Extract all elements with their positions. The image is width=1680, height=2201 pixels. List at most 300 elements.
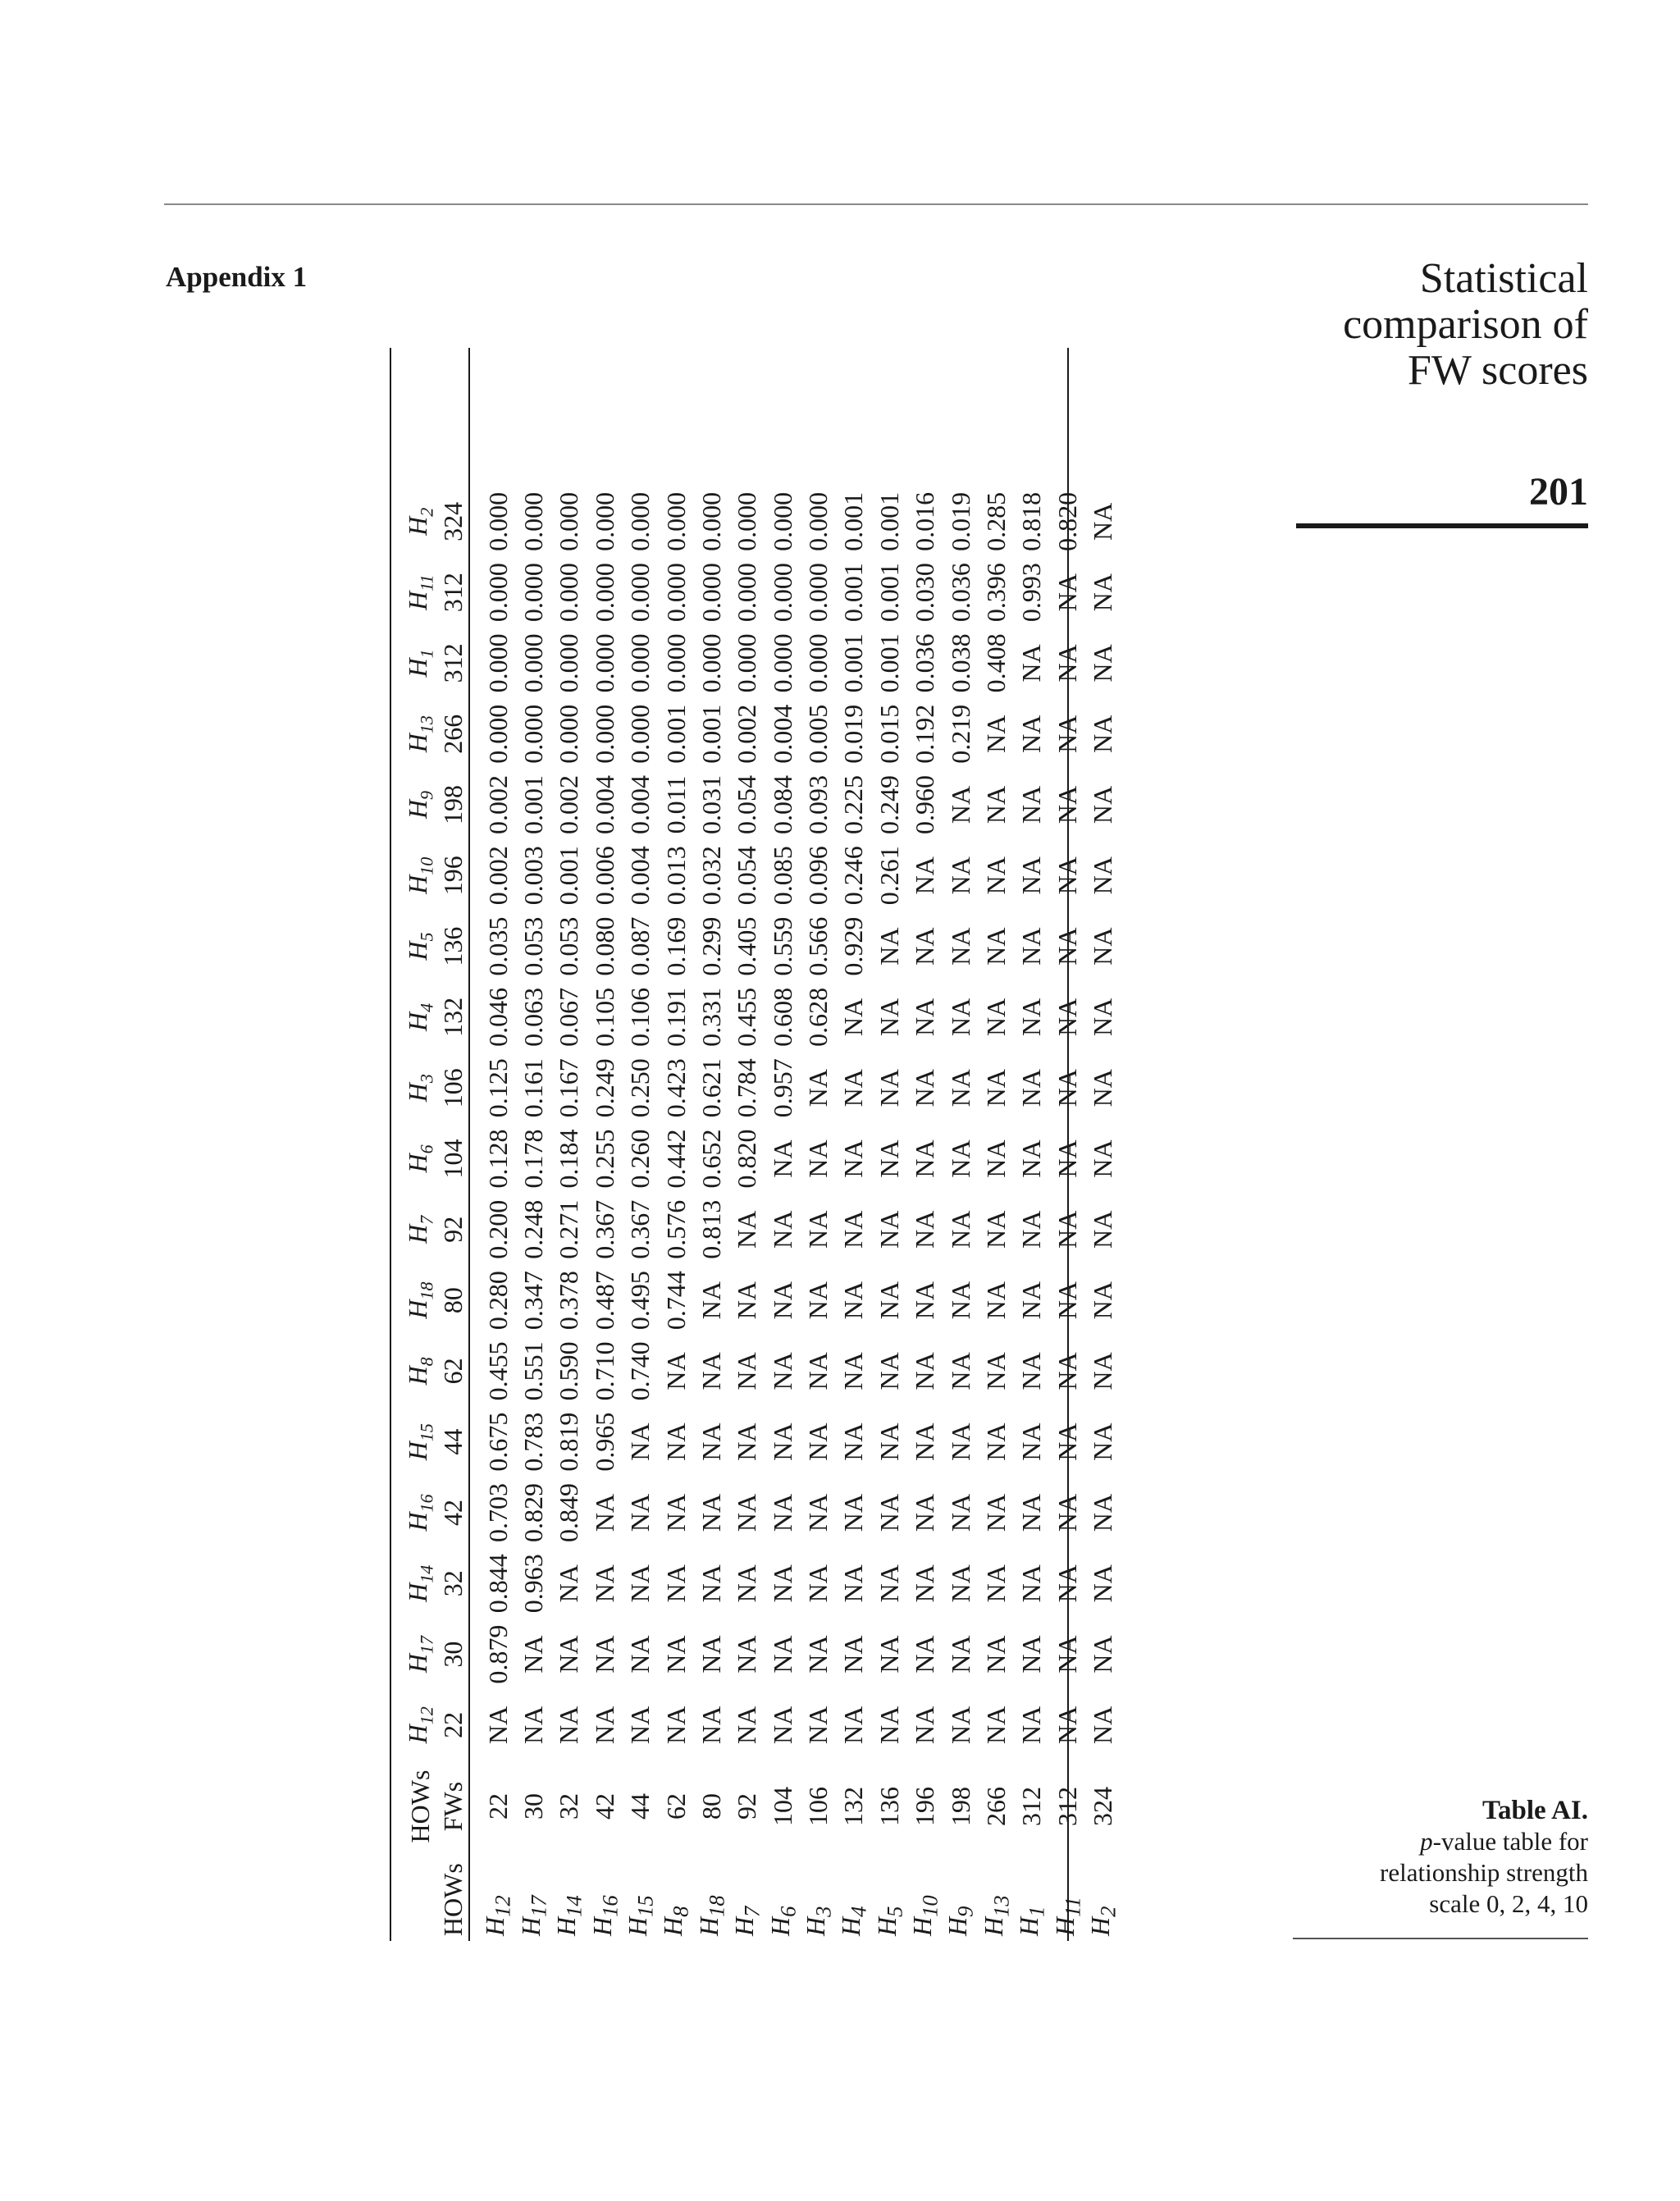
p-value-cell: 0.000 bbox=[589, 563, 619, 623]
p-symbol: p bbox=[1420, 1827, 1433, 1856]
p-value-cell: NA bbox=[803, 1139, 833, 1178]
row-label: $H_{18}$ bbox=[693, 1895, 729, 1936]
p-value-cell: 0.879 bbox=[482, 1624, 513, 1684]
p-value-cell: NA bbox=[945, 1281, 975, 1320]
p-value-cell: NA bbox=[981, 715, 1011, 753]
p-value-cell: 0.495 bbox=[625, 1271, 655, 1331]
row-fw-score: 312 bbox=[1016, 1787, 1047, 1826]
p-value-cell: NA bbox=[910, 1069, 940, 1107]
p-value-cell: NA bbox=[1088, 1210, 1118, 1249]
p-value-cell: 0.000 bbox=[660, 491, 691, 551]
p-value-cell: 0.710 bbox=[589, 1341, 619, 1401]
p-value-cell: NA bbox=[1088, 1706, 1118, 1744]
p-value-cell: 0.004 bbox=[625, 775, 655, 834]
table-row bbox=[872, 486, 907, 1941]
p-value-cell: NA bbox=[945, 1069, 975, 1107]
column-header-fw: 62 bbox=[437, 1358, 468, 1385]
p-value-cell: 0.000 bbox=[589, 704, 619, 764]
p-value-cell: 0.002 bbox=[732, 704, 762, 764]
p-value-cell: NA bbox=[1052, 1493, 1082, 1532]
p-value-cell: 0.105 bbox=[589, 987, 619, 1047]
p-value-cell: 0.000 bbox=[625, 704, 655, 764]
row-label: $H_5$ bbox=[871, 1906, 907, 1936]
p-value-cell: NA bbox=[732, 1635, 762, 1674]
column-header-fw: 92 bbox=[437, 1216, 468, 1243]
p-value-cell: 0.006 bbox=[589, 846, 619, 906]
p-value-cell: NA bbox=[1052, 927, 1082, 966]
p-value-cell: 0.000 bbox=[554, 491, 584, 551]
p-value-cell: 0.929 bbox=[838, 916, 869, 976]
p-value-cell: NA bbox=[554, 1706, 584, 1744]
table-body bbox=[480, 486, 1121, 1941]
p-value-cell: NA bbox=[696, 1635, 726, 1674]
p-value-cell: NA bbox=[1016, 856, 1047, 895]
p-value-cell: 0.250 bbox=[625, 1058, 655, 1118]
p-value-cell: 0.046 bbox=[482, 987, 513, 1047]
p-value-cell: NA bbox=[554, 1635, 584, 1674]
p-value-cell: NA bbox=[767, 1564, 797, 1603]
p-value-cell: NA bbox=[945, 998, 975, 1036]
p-value-cell: 0.063 bbox=[518, 987, 548, 1047]
column-header-fw: 196 bbox=[437, 856, 468, 896]
p-value-cell: 0.005 bbox=[803, 704, 833, 764]
p-value-cell: NA bbox=[874, 1139, 904, 1178]
p-value-cell: NA bbox=[874, 1210, 904, 1249]
p-value-cell: NA bbox=[518, 1706, 548, 1744]
column-header-how: $H_9$ bbox=[403, 790, 437, 820]
p-value-cell: NA bbox=[696, 1706, 726, 1744]
p-value-cell: NA bbox=[910, 1210, 940, 1249]
p-value-cell: 0.106 bbox=[625, 987, 655, 1047]
p-value-cell: 0.000 bbox=[803, 563, 833, 623]
running-title-line: FW scores bbox=[1407, 347, 1588, 394]
p-value-cell: 0.192 bbox=[910, 704, 940, 764]
table-top-rule bbox=[390, 348, 391, 1941]
column-header-how: $H_{11}$ bbox=[403, 574, 437, 610]
header-row-hows bbox=[403, 486, 437, 1941]
p-value-cell: 0.000 bbox=[767, 633, 797, 693]
p-value-cell: 0.000 bbox=[803, 491, 833, 551]
p-value-cell: 0.820 bbox=[732, 1129, 762, 1189]
p-value-cell: 0.000 bbox=[696, 491, 726, 551]
p-value-cell: NA bbox=[838, 998, 869, 1036]
p-value-cell: NA bbox=[660, 1493, 691, 1532]
p-value-cell: 0.621 bbox=[696, 1058, 726, 1118]
column-header-how: $H_7$ bbox=[403, 1215, 437, 1244]
p-value-cell: 0.002 bbox=[482, 846, 513, 906]
p-value-cell: 0.960 bbox=[910, 775, 940, 834]
p-value-cell: 0.167 bbox=[554, 1058, 584, 1118]
p-value-cell: 0.000 bbox=[589, 491, 619, 551]
p-value-cell: 0.280 bbox=[482, 1271, 513, 1331]
p-value-cell: NA bbox=[732, 1352, 762, 1390]
table-row bbox=[729, 486, 765, 1941]
p-value-cell: NA bbox=[1052, 1352, 1082, 1390]
row-label: $H_{13}$ bbox=[978, 1895, 1014, 1936]
p-value-cell: NA bbox=[803, 1069, 833, 1107]
p-value-cell: NA bbox=[696, 1352, 726, 1390]
p-value-cell: 0.000 bbox=[482, 633, 513, 693]
p-value-cell: NA bbox=[767, 1139, 797, 1178]
p-value-cell: NA bbox=[589, 1493, 619, 1532]
p-value-cell: 0.963 bbox=[518, 1554, 548, 1614]
column-header-fw: 32 bbox=[437, 1570, 468, 1597]
p-value-cell: 0.487 bbox=[589, 1271, 619, 1331]
p-value-cell: NA bbox=[803, 1210, 833, 1249]
p-value-cell: NA bbox=[660, 1635, 691, 1674]
p-value-cell: 0.128 bbox=[482, 1129, 513, 1189]
row-label: $H_{12}$ bbox=[480, 1895, 515, 1936]
p-value-cell: 0.408 bbox=[981, 633, 1011, 693]
column-header-fw: 104 bbox=[437, 1139, 468, 1179]
p-value-cell: 0.285 bbox=[981, 491, 1011, 551]
row-label: $H_7$ bbox=[729, 1906, 765, 1936]
p-value-cell: 0.000 bbox=[482, 491, 513, 551]
column-header-fw: 324 bbox=[437, 501, 468, 541]
p-value-cell: NA bbox=[767, 1635, 797, 1674]
column-header-fw: 22 bbox=[437, 1711, 468, 1738]
p-value-cell: 0.000 bbox=[732, 563, 762, 623]
p-value-cell: NA bbox=[945, 1352, 975, 1390]
p-value-cell: NA bbox=[625, 1635, 655, 1674]
p-value-cell: 0.576 bbox=[660, 1199, 691, 1259]
p-value-cell: 0.000 bbox=[803, 633, 833, 693]
p-value-cell: NA bbox=[1016, 1139, 1047, 1178]
row-header: HOWs bbox=[438, 1863, 468, 1936]
caption-rule bbox=[1293, 1938, 1588, 1939]
p-value-cell: NA bbox=[1016, 1069, 1047, 1107]
row-label: $H_8$ bbox=[658, 1906, 693, 1936]
row-fw-score: 266 bbox=[981, 1787, 1011, 1826]
row-label: $H_6$ bbox=[765, 1906, 800, 1936]
p-value-cell: 0.053 bbox=[554, 916, 584, 976]
p-value-cell: 0.096 bbox=[803, 846, 833, 906]
p-value-cell: NA bbox=[1016, 715, 1047, 753]
p-value-cell: NA bbox=[732, 1706, 762, 1744]
running-title bbox=[1162, 256, 1588, 394]
p-value-cell: NA bbox=[945, 1706, 975, 1744]
p-value-cell: 0.813 bbox=[696, 1199, 726, 1259]
p-value-cell: NA bbox=[1088, 1493, 1118, 1532]
row-fw-score: 196 bbox=[910, 1787, 940, 1826]
p-value-cell: NA bbox=[1016, 644, 1047, 683]
running-title-line: comparison of bbox=[1343, 301, 1588, 348]
p-value-cell: 0.054 bbox=[732, 775, 762, 834]
p-value-cell: NA bbox=[1088, 573, 1118, 612]
p-value-cell: 0.004 bbox=[589, 775, 619, 834]
p-value-cell: 0.675 bbox=[482, 1412, 513, 1472]
table-row bbox=[516, 486, 551, 1941]
row-label: $H_{15}$ bbox=[622, 1895, 658, 1936]
table-row bbox=[765, 486, 801, 1941]
table-row bbox=[943, 486, 978, 1941]
table-row bbox=[836, 486, 871, 1941]
p-value-cell: NA bbox=[1088, 998, 1118, 1036]
p-value-cell: NA bbox=[1052, 998, 1082, 1036]
p-value-cell: 0.248 bbox=[518, 1199, 548, 1259]
p-value-cell: NA bbox=[981, 927, 1011, 966]
p-value-cell: 0.000 bbox=[625, 563, 655, 623]
p-value-cell: NA bbox=[1088, 644, 1118, 683]
row-fw-score: 198 bbox=[945, 1787, 975, 1826]
p-value-cell: NA bbox=[625, 1706, 655, 1744]
p-value-cell: 0.566 bbox=[803, 916, 833, 976]
p-value-cell: NA bbox=[732, 1422, 762, 1461]
p-value-cell: NA bbox=[803, 1706, 833, 1744]
p-value-cell: NA bbox=[625, 1493, 655, 1532]
column-header-how: $H_{18}$ bbox=[403, 1281, 437, 1319]
p-value-cell: 0.993 bbox=[1016, 563, 1047, 623]
p-value-cell: NA bbox=[554, 1564, 584, 1603]
p-value-cell: 0.001 bbox=[838, 491, 869, 551]
p-value-cell: NA bbox=[910, 1706, 940, 1744]
p-value-cell: NA bbox=[1016, 1493, 1047, 1532]
p-value-cell: NA bbox=[910, 927, 940, 966]
p-value-cell: 0.000 bbox=[518, 704, 548, 764]
page-number-rule bbox=[1296, 523, 1588, 528]
p-value-cell: NA bbox=[945, 927, 975, 966]
p-value-cell: NA bbox=[945, 785, 975, 824]
table-row bbox=[979, 486, 1014, 1941]
p-value-cell: NA bbox=[838, 1352, 869, 1390]
column-header-how: $H_8$ bbox=[403, 1357, 437, 1386]
p-value-cell: 0.396 bbox=[981, 563, 1011, 623]
p-value-cell: 0.442 bbox=[660, 1129, 691, 1189]
p-value-cell: 0.000 bbox=[767, 563, 797, 623]
p-value-cell: 0.249 bbox=[874, 775, 904, 834]
p-value-cell: NA bbox=[910, 856, 940, 895]
p-value-cell: NA bbox=[1088, 1635, 1118, 1674]
p-value-cell: 0.030 bbox=[910, 563, 940, 623]
row-label: $H_{10}$ bbox=[907, 1895, 943, 1936]
p-value-cell: 0.000 bbox=[518, 491, 548, 551]
p-value-cell: NA bbox=[1088, 1564, 1118, 1603]
p-value-cell: NA bbox=[767, 1352, 797, 1390]
p-value-cell: NA bbox=[1016, 1706, 1047, 1744]
p-value-cell: NA bbox=[625, 1564, 655, 1603]
p-value-cell: 0.219 bbox=[945, 704, 975, 764]
row-fw-score: 22 bbox=[482, 1793, 513, 1820]
p-value-cell: NA bbox=[945, 1139, 975, 1178]
p-value-cell: NA bbox=[910, 1352, 940, 1390]
p-value-cell: 0.003 bbox=[518, 846, 548, 906]
p-value-cell: NA bbox=[981, 1706, 1011, 1744]
p-value-cell: NA bbox=[981, 1069, 1011, 1107]
row-fw-score: 44 bbox=[625, 1793, 655, 1820]
p-value-cell: NA bbox=[1016, 1352, 1047, 1390]
p-value-cell: NA bbox=[910, 1281, 940, 1320]
p-value-cell: NA bbox=[1088, 715, 1118, 753]
p-value-cell: NA bbox=[1088, 785, 1118, 824]
p-value-cell: 0.551 bbox=[518, 1341, 548, 1401]
p-value-cell: NA bbox=[981, 1210, 1011, 1249]
p-value-cell: 0.000 bbox=[518, 633, 548, 693]
p-value-cell: 0.032 bbox=[696, 846, 726, 906]
p-value-cell: 0.169 bbox=[660, 916, 691, 976]
p-value-cell: 0.084 bbox=[767, 775, 797, 834]
p-value-cell: NA bbox=[1088, 856, 1118, 895]
p-value-cell: NA bbox=[767, 1210, 797, 1249]
p-value-cell: 0.191 bbox=[660, 987, 691, 1047]
column-header-fw: 132 bbox=[437, 997, 468, 1037]
p-value-cell: 0.000 bbox=[660, 563, 691, 623]
p-value-cell: 0.405 bbox=[732, 916, 762, 976]
p-value-cell: 0.000 bbox=[732, 633, 762, 693]
p-value-cell: 0.002 bbox=[482, 775, 513, 834]
p-value-cell: NA bbox=[1016, 1564, 1047, 1603]
p-value-cell: NA bbox=[1016, 998, 1047, 1036]
p-value-cell: NA bbox=[910, 998, 940, 1036]
p-value-cell: 0.038 bbox=[945, 633, 975, 693]
p-value-cell: NA bbox=[1052, 1139, 1082, 1178]
p-value-cell: NA bbox=[1088, 1139, 1118, 1178]
p-value-cell: NA bbox=[981, 1564, 1011, 1603]
caption-line: relationship strength bbox=[1380, 1858, 1588, 1887]
p-value-cell: NA bbox=[910, 1635, 940, 1674]
p-value-cell: 0.378 bbox=[554, 1271, 584, 1331]
p-value-cell: 0.178 bbox=[518, 1129, 548, 1189]
p-value-cell: 0.001 bbox=[838, 563, 869, 623]
column-header-how: $H_5$ bbox=[403, 932, 437, 961]
p-value-cell: 0.000 bbox=[660, 633, 691, 693]
p-value-cell: NA bbox=[803, 1352, 833, 1390]
appendix-heading: Appendix 1 bbox=[166, 261, 308, 293]
column-header-fw: 312 bbox=[437, 643, 468, 683]
p-value-cell: NA bbox=[660, 1706, 691, 1744]
p-value-cell: NA bbox=[1052, 856, 1082, 895]
p-value-cell: NA bbox=[981, 1281, 1011, 1320]
column-header-how: $H_1$ bbox=[403, 649, 437, 678]
table-row bbox=[480, 486, 515, 1941]
column-header-how: $H_6$ bbox=[403, 1144, 437, 1173]
row-label: $H_{17}$ bbox=[515, 1895, 551, 1936]
column-header-how: $H_{12}$ bbox=[403, 1706, 437, 1744]
p-value-cell: 0.255 bbox=[589, 1129, 619, 1189]
p-value-cell: 0.004 bbox=[625, 846, 655, 906]
pvalue-table-rotated bbox=[390, 348, 1121, 1941]
p-value-cell: NA bbox=[1016, 1422, 1047, 1461]
row-label: $H_4$ bbox=[836, 1906, 871, 1936]
p-value-cell: NA bbox=[838, 1210, 869, 1249]
p-value-cell: NA bbox=[945, 1564, 975, 1603]
p-value-cell: 0.004 bbox=[767, 704, 797, 764]
p-value-cell: 0.031 bbox=[696, 775, 726, 834]
p-value-cell: NA bbox=[874, 1352, 904, 1390]
table-row bbox=[623, 486, 658, 1941]
p-value-cell: 0.000 bbox=[554, 563, 584, 623]
table-row bbox=[907, 486, 943, 1941]
p-value-cell: NA bbox=[1088, 1352, 1118, 1390]
table-row bbox=[1014, 486, 1049, 1941]
corner-fws: FWs bbox=[437, 1781, 468, 1832]
p-value-cell: 0.067 bbox=[554, 987, 584, 1047]
p-value-cell: 0.053 bbox=[518, 916, 548, 976]
p-value-cell: 0.000 bbox=[482, 704, 513, 764]
p-value-cell: 0.628 bbox=[803, 987, 833, 1047]
row-label: $H_{14}$ bbox=[551, 1895, 587, 1936]
p-value-cell: NA bbox=[1052, 1706, 1082, 1744]
row-fw-score: 132 bbox=[838, 1787, 869, 1826]
p-value-cell: 0.819 bbox=[554, 1412, 584, 1472]
row-fw-score: 32 bbox=[554, 1793, 584, 1820]
row-label: $H_{16}$ bbox=[587, 1895, 622, 1936]
p-value-cell: NA bbox=[1052, 1210, 1082, 1249]
p-value-cell: NA bbox=[589, 1635, 619, 1674]
row-fw-score: 136 bbox=[874, 1787, 904, 1826]
p-value-cell: 0.784 bbox=[732, 1058, 762, 1118]
caption-line: scale 0, 2, 4, 10 bbox=[1429, 1889, 1588, 1918]
p-value-cell: NA bbox=[1052, 1564, 1082, 1603]
p-value-cell: 0.000 bbox=[482, 563, 513, 623]
p-value-cell: 0.249 bbox=[589, 1058, 619, 1118]
p-value-cell: 0.000 bbox=[696, 563, 726, 623]
p-value-cell: NA bbox=[874, 1635, 904, 1674]
p-value-cell: 0.703 bbox=[482, 1482, 513, 1542]
p-value-cell: 0.590 bbox=[554, 1341, 584, 1401]
column-header-how: $H_4$ bbox=[403, 1002, 437, 1031]
column-header-fw: 106 bbox=[437, 1068, 468, 1108]
p-value-cell: NA bbox=[981, 998, 1011, 1036]
p-value-cell: NA bbox=[696, 1422, 726, 1461]
column-header-how: $H_{13}$ bbox=[403, 715, 437, 753]
p-value-cell: 0.011 bbox=[660, 775, 691, 834]
corner-hows: HOWs bbox=[404, 1769, 435, 1843]
p-value-cell: NA bbox=[1016, 785, 1047, 824]
p-value-cell: NA bbox=[874, 1706, 904, 1744]
p-value-cell: NA bbox=[981, 1139, 1011, 1178]
p-value-cell: 0.367 bbox=[589, 1199, 619, 1259]
p-value-cell: NA bbox=[838, 1493, 869, 1532]
table-caption bbox=[1244, 1795, 1588, 1920]
row-fw-score: 324 bbox=[1088, 1787, 1118, 1826]
p-value-cell: NA bbox=[1052, 1069, 1082, 1107]
p-value-cell: 0.002 bbox=[554, 775, 584, 834]
p-value-cell: NA bbox=[981, 785, 1011, 824]
p-value-cell: NA bbox=[1088, 1422, 1118, 1461]
row-fw-score: 92 bbox=[732, 1793, 762, 1820]
p-value-cell: 0.000 bbox=[767, 491, 797, 551]
p-value-cell: NA bbox=[732, 1493, 762, 1532]
table-row bbox=[587, 486, 623, 1941]
p-value-cell: 0.423 bbox=[660, 1058, 691, 1118]
table-row bbox=[1085, 486, 1121, 1941]
p-value-cell: NA bbox=[1016, 927, 1047, 966]
p-value-cell: 0.000 bbox=[732, 491, 762, 551]
p-value-cell: NA bbox=[660, 1352, 691, 1390]
p-value-cell: NA bbox=[910, 1139, 940, 1178]
p-value-cell: 0.036 bbox=[910, 633, 940, 693]
p-value-cell: 0.161 bbox=[518, 1058, 548, 1118]
p-value-cell: NA bbox=[1052, 1635, 1082, 1674]
p-value-cell: 0.001 bbox=[554, 846, 584, 906]
column-header-how: $H_3$ bbox=[403, 1074, 437, 1103]
column-header-fw: 136 bbox=[437, 926, 468, 966]
column-header-how: $H_{16}$ bbox=[403, 1494, 437, 1532]
p-value-cell: 0.455 bbox=[482, 1341, 513, 1401]
row-fw-score: 104 bbox=[767, 1787, 797, 1826]
p-value-cell: 0.844 bbox=[482, 1554, 513, 1614]
table-row bbox=[694, 486, 729, 1941]
p-value-cell: 0.000 bbox=[696, 633, 726, 693]
row-fw-score: 106 bbox=[803, 1787, 833, 1826]
caption-line bbox=[1244, 1826, 1588, 1857]
p-value-cell: 0.367 bbox=[625, 1199, 655, 1259]
p-value-cell: 0.331 bbox=[696, 987, 726, 1047]
caption-title: Table AI. bbox=[1481, 1796, 1588, 1825]
p-value-cell: NA bbox=[838, 1069, 869, 1107]
p-value-cell: NA bbox=[1088, 502, 1118, 541]
row-label: $H_9$ bbox=[943, 1906, 978, 1936]
